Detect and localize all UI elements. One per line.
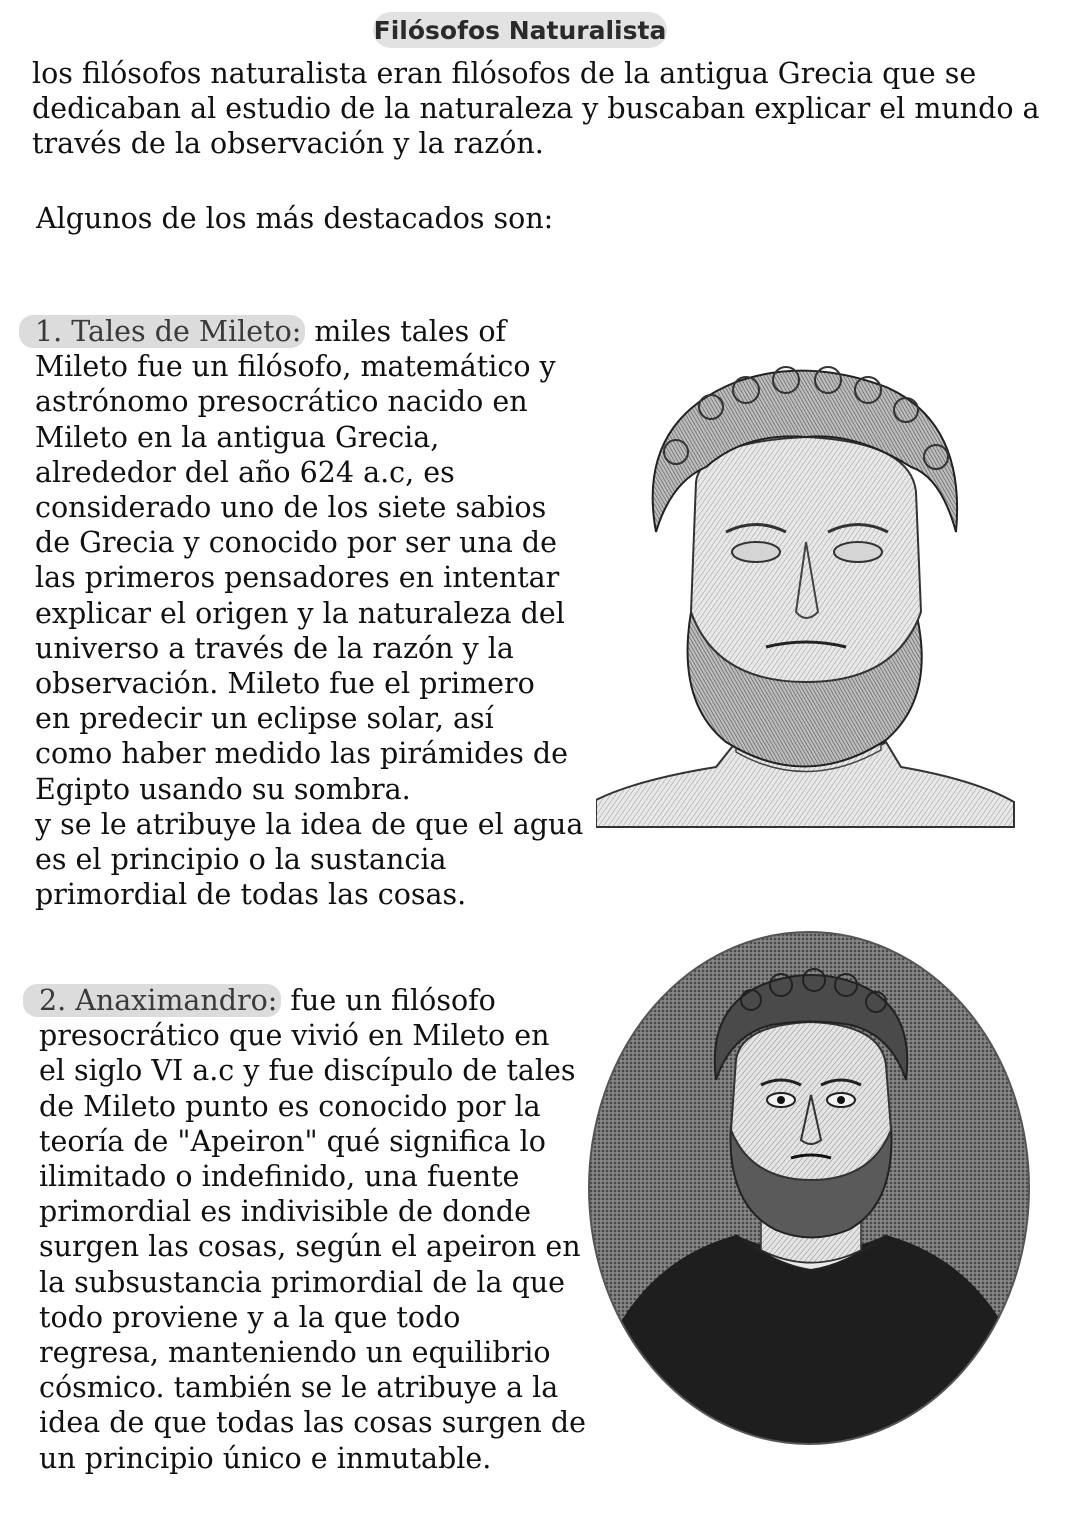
thales-bust-image bbox=[596, 362, 1016, 830]
section-first-line bbox=[39, 983, 584, 1018]
body-line: primordial es indivisible de donde bbox=[39, 1195, 531, 1229]
body-line: explicar el origen y la naturaleza del bbox=[35, 596, 565, 630]
body-line: teoría de "Apeiron" qué significa lo bbox=[39, 1124, 546, 1158]
section-anaximandro bbox=[39, 983, 584, 1476]
intro-line: través de la observación y la razón. bbox=[32, 127, 544, 161]
first-line-text: fue un filósofo bbox=[281, 984, 496, 1017]
body-line: Mileto fue un filósofo, matemático y bbox=[35, 350, 556, 384]
body-line: todo proviene y a la que todo bbox=[39, 1300, 461, 1334]
body-line: cósmico. también se le atribuye a la bbox=[39, 1371, 559, 1405]
body-line: de Grecia y conocido por ser una de bbox=[35, 526, 558, 560]
body-line: alrededor del año 624 a.c, es bbox=[35, 455, 455, 489]
page-title: Filósofos Naturalista bbox=[373, 12, 667, 48]
intro-line: los filósofos naturalista eran filósofos de la antigua Grecia que se bbox=[32, 57, 977, 90]
body-line: considerado uno de los siete sabios bbox=[35, 491, 547, 525]
body-line: como haber medido las pirámides de bbox=[35, 737, 569, 771]
first-line-text: miles tales of bbox=[305, 315, 507, 348]
body-line: un principio único e inmutable. bbox=[39, 1441, 492, 1475]
section-tales bbox=[35, 314, 584, 912]
body-line: idea de que todas las cosas surgen de bbox=[39, 1406, 586, 1440]
section-subheading: Algunos de los más destacados son: bbox=[36, 202, 554, 235]
section-first-line bbox=[35, 314, 580, 349]
body-line: ilimitado o indefinido, una fuente bbox=[39, 1160, 520, 1194]
philosopher-name-highlight: 2. Anaximandro: bbox=[23, 984, 281, 1017]
body-line: observación. Mileto fue el primero bbox=[35, 667, 535, 701]
body-line: el siglo VI a.c y fue discípulo de tales bbox=[39, 1054, 576, 1088]
anaximander-portrait-image bbox=[586, 930, 1032, 1446]
body-line: es el principio o la sustancia bbox=[35, 843, 447, 877]
body-line: de Mileto punto es conocido por la bbox=[39, 1089, 541, 1123]
intro-line: dedicaban al estudio de la naturaleza y buscaban explicar el mundo a bbox=[32, 92, 1040, 126]
philosopher-name-highlight: 1. Tales de Mileto: bbox=[19, 315, 305, 348]
body-line: surgen las cosas, según el apeiron en bbox=[39, 1230, 581, 1264]
body-line: la subsustancia primordial de la que bbox=[39, 1265, 566, 1299]
body-line: en predecir un eclipse solar, así bbox=[35, 702, 494, 736]
body-line: universo a través de la razón y la bbox=[35, 631, 514, 665]
body-line: las primeros pensadores en intentar bbox=[35, 561, 560, 595]
body-line: regresa, manteniendo un equilibrio bbox=[39, 1336, 551, 1370]
intro-paragraph bbox=[32, 56, 1062, 162]
body-line: Egipto usando su sombra. bbox=[35, 772, 411, 806]
body-line: y se le atribuye la idea de que el agua bbox=[35, 807, 584, 841]
body-line: Mileto en la antigua Grecia, bbox=[35, 420, 440, 454]
body-line: primordial de todas las cosas. bbox=[35, 878, 467, 912]
body-line: presocrático que vivió en Mileto en bbox=[39, 1019, 550, 1053]
body-line: astrónomo presocrático nacido en bbox=[35, 385, 528, 419]
